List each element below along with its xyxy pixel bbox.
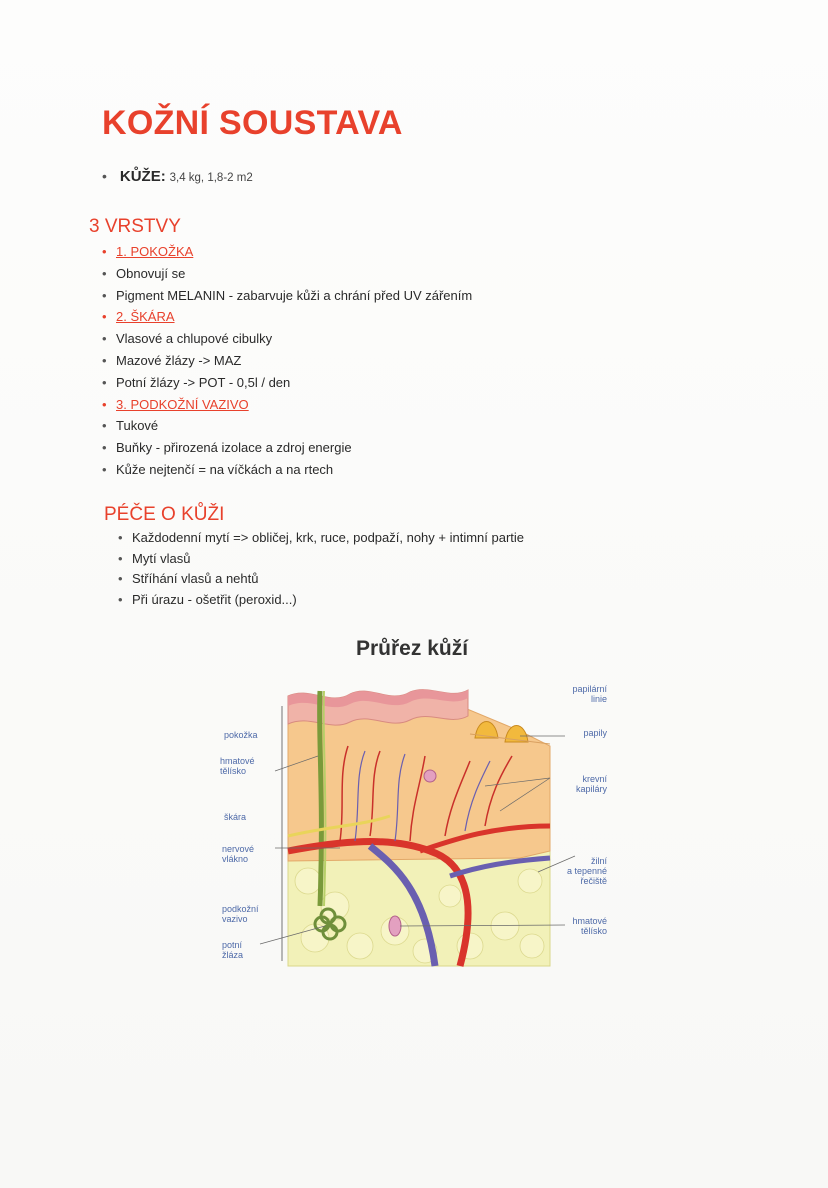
- label-papily: papily: [583, 728, 607, 738]
- bullet: •: [102, 440, 107, 456]
- bullet: •: [102, 461, 107, 477]
- label-potni-zlaza: [222, 940, 243, 960]
- label-line: řečiště: [580, 876, 607, 886]
- label-line: tělísko: [580, 926, 607, 936]
- list-item-text: Každodenní mytí => obličej, krk, ruce, podpaží, nohy + intimní partie: [132, 530, 525, 545]
- bullet: •: [102, 374, 107, 390]
- care-list: [118, 528, 524, 610]
- list-item: [102, 328, 472, 350]
- list-item: [102, 437, 472, 459]
- bullet: •: [102, 396, 107, 412]
- bullet: •: [102, 168, 107, 184]
- list-item-text: Obnovují se: [116, 265, 186, 281]
- list-item: [102, 285, 472, 307]
- bullet: •: [102, 331, 107, 347]
- bullet: •: [102, 244, 107, 259]
- bullet: •: [102, 309, 107, 325]
- page-title: KOŽNÍ SOUSTAVA: [102, 104, 403, 142]
- label-skara: škára: [224, 812, 247, 822]
- label-podkozni-vazivo: [222, 904, 259, 924]
- list-item: [102, 415, 472, 437]
- layer-subheading: [102, 241, 472, 263]
- bullet: •: [102, 352, 107, 368]
- label-line: vazivo: [222, 914, 248, 924]
- list-item: [118, 590, 524, 611]
- list-item-text: Mazové žlázy -> MAZ: [116, 352, 242, 368]
- label-line: žilní: [590, 856, 607, 866]
- label-line: tělísko: [220, 766, 247, 776]
- kuze-line: [102, 168, 253, 185]
- list-item: [102, 459, 472, 481]
- label-hmatove-telisko-left: [220, 756, 255, 776]
- list-item-text: Potní žlázy -> POT - 0,5l / den: [116, 374, 291, 390]
- label-line: vlákno: [222, 854, 249, 864]
- bullet: •: [102, 287, 107, 303]
- label-nervove-vlakno: [222, 844, 254, 864]
- bullet: •: [118, 571, 123, 586]
- list-item: [102, 372, 472, 394]
- label-line: podkožní: [222, 904, 259, 914]
- label-line: žláza: [222, 950, 244, 960]
- layer-subheading: [102, 394, 472, 416]
- list-item-text: Vlasové a chlupové cibulky: [116, 331, 273, 347]
- label-krevni-kapilary: [555, 774, 607, 794]
- bullet: •: [118, 591, 123, 607]
- list-item: [118, 569, 524, 590]
- label-line: potní: [222, 940, 243, 950]
- list-item: [118, 528, 524, 549]
- bullet: •: [102, 418, 107, 434]
- list-item-text: Tukové: [116, 418, 159, 434]
- layer-subheading: [102, 306, 472, 328]
- care-heading: PÉČE O KŮŽI: [104, 504, 225, 525]
- list-item: [102, 263, 472, 285]
- label-line: krevní: [582, 774, 607, 784]
- skin-cross-section: [220, 676, 620, 976]
- bullet: •: [102, 265, 107, 281]
- bullet: •: [118, 550, 123, 566]
- label-line: linie: [590, 694, 607, 704]
- label-zilni-tepenne-reciste: [555, 856, 607, 886]
- label-line: hmatové: [220, 756, 255, 766]
- label-line: hmatové: [572, 916, 607, 926]
- label-pokozka: pokožka: [224, 730, 258, 740]
- list-item-text: Stříhání vlasů a nehtů: [132, 571, 259, 586]
- list-item-text: 1. POKOŽKA: [116, 244, 194, 259]
- kuze-value: 3,4 kg, 1,8-2 m2: [169, 172, 253, 184]
- label-papilarni-linie: [555, 684, 607, 704]
- list-item: [118, 549, 524, 570]
- list-item: [102, 350, 472, 372]
- bullet: •: [118, 530, 123, 545]
- list-item-text: 3. PODKOŽNÍ VAZIVO: [116, 396, 249, 412]
- label-line: a tepenné: [566, 866, 607, 876]
- label-hmatove-telisko-right: [555, 916, 607, 936]
- layers-heading: 3 VRSTVY: [89, 216, 181, 237]
- label-line: kapiláry: [575, 784, 607, 794]
- layers-list: [102, 241, 472, 481]
- label-line: papilární: [572, 684, 607, 694]
- list-item-text: Buňky - přirozená izolace a zdroj energie: [116, 440, 352, 456]
- kuze-label: KŮŽE:: [119, 168, 166, 185]
- diagram-title: Průřez kůží: [356, 637, 469, 660]
- list-item-text: Pigment MELANIN - zabarvuje kůži a chrání před UV zářením: [116, 287, 473, 303]
- list-item-text: Mytí vlasů: [132, 550, 191, 566]
- label-line: nervové: [222, 844, 255, 854]
- list-item-text: Při úrazu - ošetřit (peroxid...): [132, 591, 297, 607]
- list-item-text: 2. ŠKÁRA: [116, 309, 175, 325]
- list-item-text: Kůže nejtenčí = na víčkách a na rtech: [116, 461, 334, 477]
